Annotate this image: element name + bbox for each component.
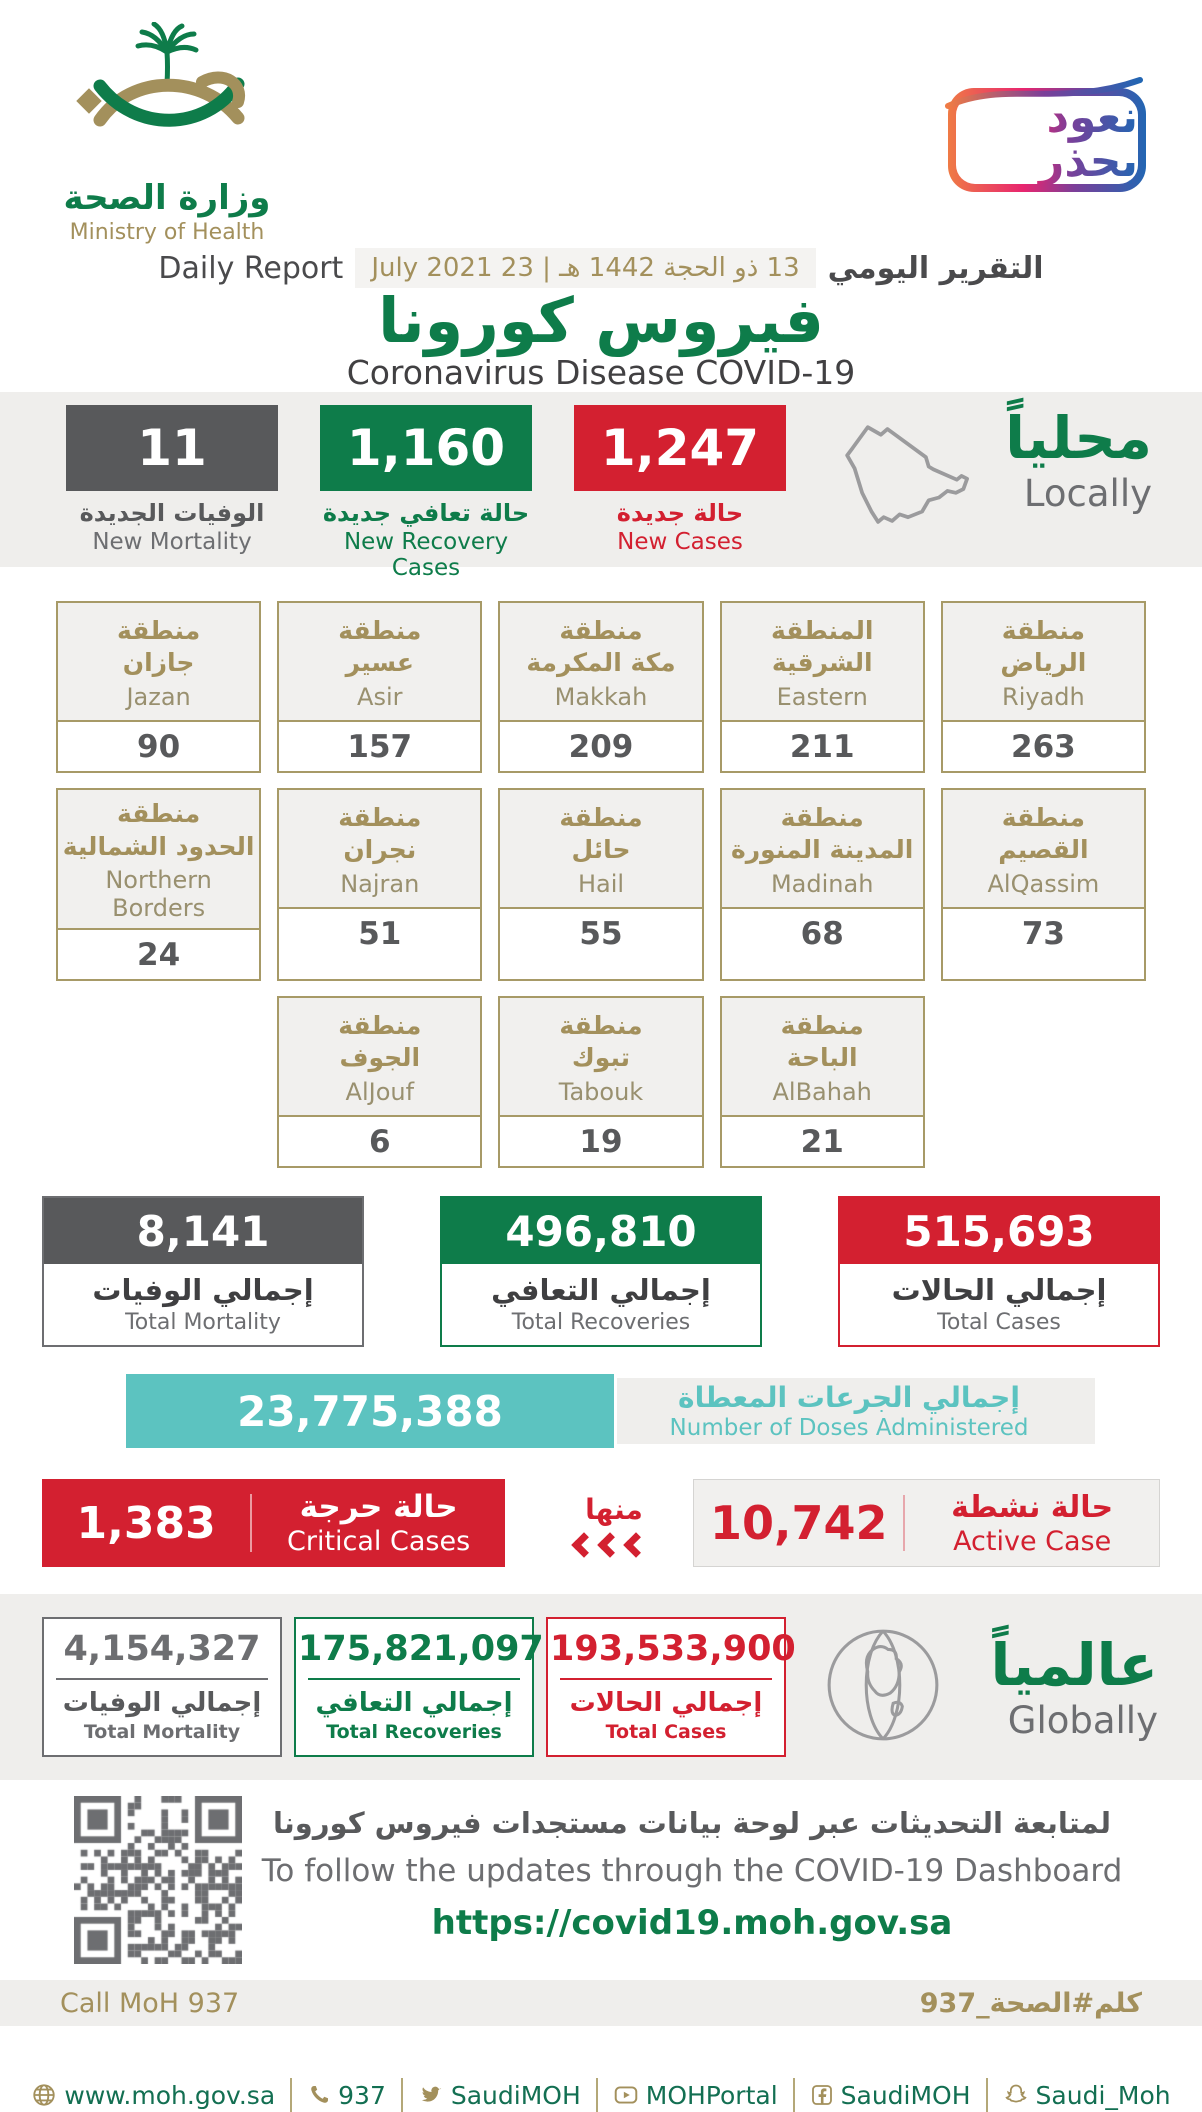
region-box-eastern [720,601,925,773]
total-mortality-label-arabic: إجمالي الوفيات [92,1273,314,1307]
footer-item-label: 937 [338,2080,386,2110]
region-name-english: Eastern [776,682,868,711]
separator [793,2078,795,2112]
region-name-arabic-line2: مكة المكرمة [526,648,676,677]
region-label [500,603,701,720]
region-box-madinah [720,788,925,981]
region-name-arabic-line2: الجوف [339,1043,421,1072]
globally-heading-arabic: عالمياً [990,1631,1158,1700]
global-total-recoveries-value: 175,821,097 [298,1629,544,1669]
region-name-arabic-line2: تبوك [571,1043,631,1072]
dashboard-line-english: To follow the updates through the COVID-19 Dashboard [261,1853,1123,1889]
global-total-cases-box [546,1617,796,1757]
region-name-english: AlBahah [772,1077,872,1106]
region-box-hail [498,788,703,981]
page-title-arabic: فيروس كورونا [378,284,824,357]
region-box-makkah [498,601,703,773]
region-new-cases-value: 6 [279,1115,480,1166]
new-daily-stats [66,405,828,581]
global-total-mortality-box [42,1617,282,1757]
footer-item-saudi_moh[interactable] [1003,2081,1171,2110]
report-label-arabic: التقرير اليومي [827,250,1044,286]
critical-cases-value: 1,383 [76,1497,216,1549]
region-label [722,790,923,907]
total-mortality-value: 8,141 [44,1198,362,1264]
region-name-english: Hail [577,869,625,898]
region-new-cases-value: 24 [58,928,259,979]
region-new-cases-value: 211 [722,720,923,771]
global-total-cases-label-arabic: إجمالي الحالات [569,1688,763,1718]
of-which-label: منها [585,1492,643,1526]
active-cases-label-arabic: حالة نشطة [951,1489,1114,1525]
global-total-recoveries-box [294,1617,544,1757]
region-box-alqassim [941,788,1146,981]
report-date: 13 ذو الحجة 1442 هـ | 23 July 2021 [355,248,815,288]
region-name-arabic-line1: منطقة [338,1010,422,1040]
active-cases-label-english: Active Case [953,1525,1112,1557]
global-total-mortality-label-english: Total Mortality [83,1721,241,1743]
region-new-cases-value: 209 [500,720,701,771]
region-new-cases-value: 68 [722,907,923,958]
region-name-arabic-line2: الشرقية [771,648,873,677]
region-new-cases-value: 263 [943,720,1144,771]
dashboard-text [242,1806,1142,1964]
region-name-arabic-line2: الباحة [786,1043,858,1072]
region-label [722,998,923,1115]
locally-heading [1005,405,1152,515]
region-name-arabic-line1: منطقة [116,799,201,828]
of-which-connector [535,1493,693,1554]
new-mortality-label-arabic: الوفيات الجديدة [79,499,265,527]
footer-item-label: www.moh.gov.sa [64,2080,276,2110]
critical-cases-labels [252,1489,505,1557]
region-label [500,998,701,1115]
total-cases-label-arabic: إجمالي الحالات [891,1273,1107,1307]
region-label [500,790,701,907]
doses-label-arabic: إجمالي الجرعات المعطاة [678,1381,1020,1414]
globally-section [0,1594,1202,1780]
region-label [279,603,480,720]
report-title-line [0,248,1202,288]
region-name-arabic-line1: منطقة [780,1010,864,1040]
globally-heading-english: Globally [1007,1698,1158,1742]
region-name-english: Asir [357,682,403,711]
call-moh-english: Call MoH 937 [60,1987,240,2019]
globe-icon [31,2082,57,2108]
new-mortality-stat [66,405,278,581]
badge-text: نعود بحذر [956,96,1138,184]
region-name-english: Makkah [554,682,648,711]
call-moh-band [0,1980,1202,2026]
footer-contacts [0,2078,1202,2112]
locally-heading-english: Locally [1023,471,1152,515]
regions-grid [56,601,1146,1168]
region-name-arabic-line2: الرياض [1000,648,1087,677]
youtube-icon [613,2082,639,2108]
global-total-recoveries-label-english: Total Recoveries [326,1721,502,1743]
footer-item-label: MOHPortal [645,2080,778,2110]
separator [596,2078,598,2112]
region-new-cases-value: 19 [500,1115,701,1166]
global-total-cases-label-english: Total Cases [605,1721,727,1743]
separator [401,2078,403,2112]
region-box-najran [277,788,482,981]
critical-cases-box [42,1479,505,1567]
return-with-caution-badge [948,88,1146,192]
new-cases-value: 1,247 [574,405,786,491]
active-cases-box [693,1479,1160,1567]
doses-label [617,1378,1095,1444]
doses-label-english: Number of Doses Administered [669,1415,1029,1441]
footer-item-937[interactable] [307,2081,386,2110]
region-label [943,603,1144,720]
dashboard-line-arabic: لمتابعة التحديثات عبر لوحة بيانات مستجدات فيروس كورونا [273,1806,1111,1840]
new-recovery-cases-value: 1,160 [320,405,532,491]
region-new-cases-value: 90 [58,720,259,771]
total-cases-box [838,1196,1160,1347]
region-label [722,603,923,720]
header [0,0,1202,392]
region-box-asir [277,601,482,773]
divider [560,1678,772,1680]
region-name-english: AlJouf [345,1077,415,1106]
chevrons-left-icon [535,1536,693,1554]
footer-item-mohportal[interactable] [613,2081,778,2110]
region-name-english: Riyadh [1002,682,1085,711]
call-moh-hashtag-arabic: كلم#الصحة_937 [919,1987,1142,2019]
new-cases-label-english: New Cases [617,529,743,555]
region-label [943,790,1144,907]
divider [308,1678,520,1680]
total-mortality-label-english: Total Mortality [125,1310,281,1335]
region-label [279,790,480,907]
critical-cases-label-english: Critical Cases [287,1526,471,1557]
dashboard-section [0,1796,1202,1964]
total-cases-label-english: Total Cases [937,1310,1061,1335]
new-mortality-value: 11 [66,405,278,491]
divider [56,1678,268,1680]
region-label [58,790,259,928]
region-name-arabic-line1: منطقة [1001,615,1085,645]
region-box-jazan [56,601,261,773]
footer-item-label: SaudiMOH [450,2080,581,2110]
region-box-riyadh [941,601,1146,773]
region-name-arabic-line1: منطقة [780,802,864,832]
moh-logo-arabic: وزارة الصحة [63,178,271,218]
globe-icon [822,1624,944,1750]
snapchat-icon [1003,2082,1029,2108]
region-name-arabic-line2: حائل [571,835,631,864]
new-mortality-label-english: New Mortality [92,529,252,555]
region-name-english: Najran [340,869,420,898]
globally-heading [990,1632,1158,1742]
separator [986,2078,988,2112]
active-cases-labels [905,1490,1159,1557]
new-recovery-cases-label-english: New Recovery Cases [343,529,509,581]
moh-logo [52,22,282,245]
region-box-tabouk [498,996,703,1168]
region-new-cases-value: 55 [500,907,701,958]
report-label-english: Daily Report [158,250,344,286]
saudi-arabia-map-icon [834,409,984,545]
region-name-arabic-line2: المدينة المنورة [731,835,914,864]
region-label [279,998,480,1115]
region-name-arabic-line1: منطقة [338,802,422,832]
moh-logo-english: Ministry of Health [69,220,265,245]
facebook-icon [810,2083,834,2107]
region-name-arabic-line2: القصيم [998,835,1089,864]
region-name-arabic-line2: الحدود الشمالية [62,831,255,861]
region-box-aljouf [277,996,482,1168]
footer-item-saudimoh[interactable] [810,2081,971,2110]
badge-swoosh-icon [944,74,1144,118]
region-name-arabic-line1: منطقة [338,615,422,645]
total-recoveries-box [440,1196,762,1347]
footer-item-label: SaudiMOH [840,2080,971,2110]
footer-item-www.moh.gov.sa[interactable] [31,2081,275,2110]
region-box-albahah [720,996,925,1168]
new-recovery-cases-stat [320,405,532,581]
locally-heading-arabic: محلياً [1005,404,1152,472]
global-total-mortality-value: 4,154,327 [63,1629,261,1669]
critical-active-row [42,1478,1160,1568]
region-name-english: Northern Borders [105,866,212,922]
region-name-arabic-line1: منطقة [559,802,643,832]
total-recoveries-label-english: Total Recoveries [511,1310,691,1335]
separator [290,2078,292,2112]
global-total-mortality-label-arabic: إجمالي الوفيات [62,1688,262,1718]
phone-icon [307,2083,331,2107]
region-name-english: Jazan [126,682,191,711]
critical-cases-label-arabic: حالة حرجة [299,1489,458,1525]
region-box-northern-borders [56,788,261,981]
region-name-arabic-line2: نجران [343,835,417,864]
region-name-english: Madinah [770,869,874,898]
locally-section [0,392,1202,581]
moh-palm-swords-icon [52,157,282,176]
doses-administered [0,1374,1202,1448]
qr-code [74,1796,242,1964]
region-new-cases-value: 51 [279,907,480,958]
region-name-arabic-line1: منطقة [1001,802,1085,832]
total-mortality-box [42,1196,364,1347]
region-name-arabic-line1: المنطقة [770,615,874,645]
doses-value: 23,775,388 [126,1374,614,1448]
global-totals-row [42,1617,798,1757]
region-name-arabic-line1: منطقة [559,1010,643,1040]
new-cases-label-arabic: حالة جديدة [616,499,744,527]
region-label [58,603,259,720]
new-recovery-cases-label-arabic: حالة تعافي جديدة [322,499,530,527]
global-total-recoveries-label-arabic: إجمالي التعافي [315,1688,513,1718]
footer-item-saudimoh[interactable] [418,2081,581,2110]
new-cases-stat [574,405,786,581]
region-name-arabic-line1: منطقة [559,615,643,645]
total-recoveries-value: 496,810 [442,1198,760,1264]
dashboard-url-link[interactable]: https://covid19.moh.gov.sa [431,1903,953,1943]
region-new-cases-value: 73 [943,907,1144,958]
region-name-arabic-line2: عسير [345,648,414,677]
region-name-english: AlQassim [987,869,1100,898]
global-total-cases-value: 193,533,900 [550,1629,796,1669]
twitter-icon [418,2082,444,2108]
total-recoveries-label-arabic: إجمالي التعافي [491,1273,711,1307]
region-new-cases-value: 21 [722,1115,923,1166]
region-name-arabic-line1: منطقة [116,615,201,645]
active-cases-value: 10,742 [709,1496,888,1550]
page-title-english: Coronavirus Disease COVID-19 [346,353,856,392]
footer-item-label: Saudi_Moh [1035,2080,1171,2110]
region-new-cases-value: 157 [279,720,480,771]
local-totals-row [42,1196,1160,1347]
region-name-english: Tabouk [558,1077,644,1106]
total-cases-value: 515,693 [840,1198,1158,1264]
region-name-arabic-line2: جازان [122,648,195,677]
